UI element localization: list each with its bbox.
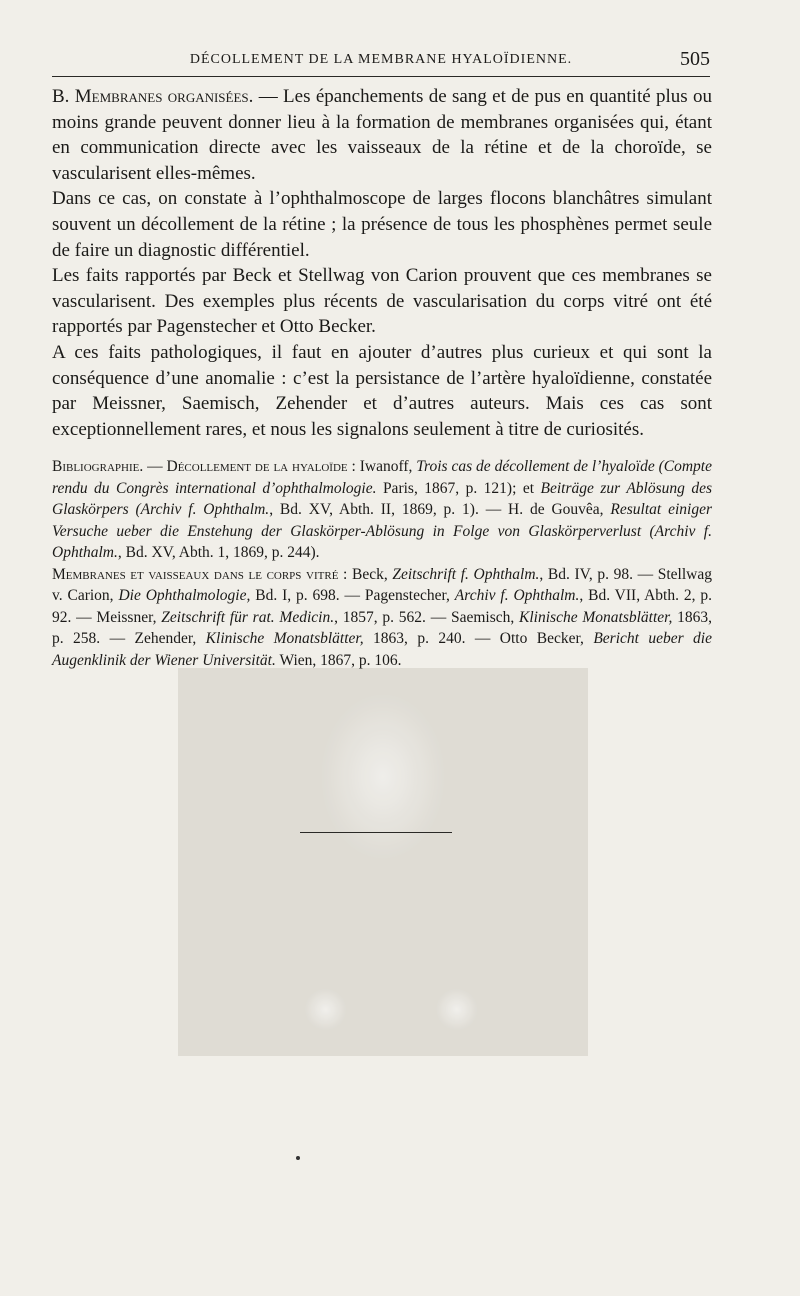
- bib-text: Wien, 1867, p. 106.: [275, 651, 402, 669]
- bib-text: , 1857, p. 562. — Saemisch,: [334, 608, 520, 626]
- bib-title: Archiv f. Ophthalm.: [454, 587, 580, 604]
- show-through-figure: [178, 668, 588, 1056]
- bib-text: Bd. I, p. 698. — Pagenstecher,: [250, 587, 455, 604]
- bib-title: Zeitschrift f. Ophthalm.: [392, 565, 540, 583]
- paragraph-ophthalmoscope: Dans ce cas, on constate à l’ophthalmoscope de larges flocons blanchâtres simulant souvent un décollement de la rétine ; la présence de tous les phosphènes permet seule de faire un diagnostic différentiel.: [52, 188, 712, 261]
- paragraph-membranes: [52, 84, 712, 186]
- bibliography-heading: Bibliographie. — Décollement de la hyaloïde :: [52, 458, 356, 475]
- bibliography: [52, 456, 712, 671]
- bib-text: , Bd. XV, Abth. II, 1869, p. 1). — H. de Gouvêa,: [269, 501, 611, 518]
- bib-text: Iwanoff,: [355, 458, 417, 475]
- bibliography-entry-membranes: [52, 564, 712, 672]
- paragraph-anomalie: A ces faits pathologiques, il faut en ajouter d’autres plus curieux et qui sont la conséquence d’une anomalie : c’est la persistance de l’artère hyaloïdienne, constatée par Meissner, Saemisch, Zehender et d’autres auteurs. Mais ces cas sont exceptionnellement rares, et nous les signalons seulement à titre de curiosités.: [52, 341, 712, 440]
- bib-title: Resultat einiger Versuche ueber die Enstehung der Glaskörper-Ablösung in Folge von Glaskörperverlust (Archiv f. Ophthalm.: [52, 501, 712, 561]
- bib-text: 1863, p. 240. — Otto Becker,: [363, 630, 594, 647]
- page-number: 505: [680, 48, 710, 70]
- paragraph-text: — Les épanchements de sang et de pus en quantité plus ou moins grande peuvent donner lieu à la formation de membranes organisées qui, étant en communication directe avec les vaisseaux de la rétine et de la choroïde, se vascularisent elles-mêmes.: [52, 86, 712, 184]
- bib-title: Klinische Monatsblätter,: [519, 608, 673, 626]
- bib-text: Beck,: [347, 565, 393, 583]
- bib-title: Trois cas de décollement de l’hyaloïde (Compte rendu du Congrès international d’ophthalmologie.: [52, 458, 712, 497]
- bib-text: 1863, p. 258. — Zehender,: [52, 608, 713, 647]
- section-heading: B. Membranes organisées.: [52, 86, 254, 107]
- bib-title: Die Ophthalmologie,: [118, 587, 251, 604]
- ink-dot: [296, 1156, 300, 1160]
- bibliography-entry-hyaloide: [52, 456, 712, 564]
- main-text: [52, 84, 712, 442]
- bib-text: , Bd. VII, Abth. 2, p. 92. — Meissner,: [52, 587, 712, 626]
- bib-title: Beiträge zur Ablösung des Glaskörpers (Archiv f. Ophthalm.: [52, 479, 713, 518]
- bib-text: , Bd. XV, Abth. 1, 1869, p. 244).: [117, 544, 320, 561]
- bibliography-heading: Membranes et vaisseaux dans le corps vitré :: [52, 565, 348, 583]
- bib-text: Paris, 1867, p. 121); et: [376, 479, 541, 497]
- bib-title: Klinische Monatsblätter,: [205, 630, 364, 647]
- bib-text: , Bd. IV, p. 98. — Stellwag v. Carion,: [52, 565, 712, 604]
- section-rule: [300, 832, 452, 833]
- bib-title: Zeitschrift für rat. Medicin.: [161, 608, 335, 626]
- paragraph-beck: Les faits rapportés par Beck et Stellwag von Carion prouvent que ces membranes se vascularisent. Des exemples plus récents de vascularisation du corps vitré ont été rapportés par Pagenstecher et Otto Becker.: [52, 265, 712, 338]
- bib-title: Bericht ueber die Augenklinik der Wiener Universität.: [52, 630, 712, 669]
- page-header: [52, 48, 710, 77]
- running-head: DÉCOLLEMENT DE LA MEMBRANE HYALOÏDIENNE.: [189, 52, 573, 67]
